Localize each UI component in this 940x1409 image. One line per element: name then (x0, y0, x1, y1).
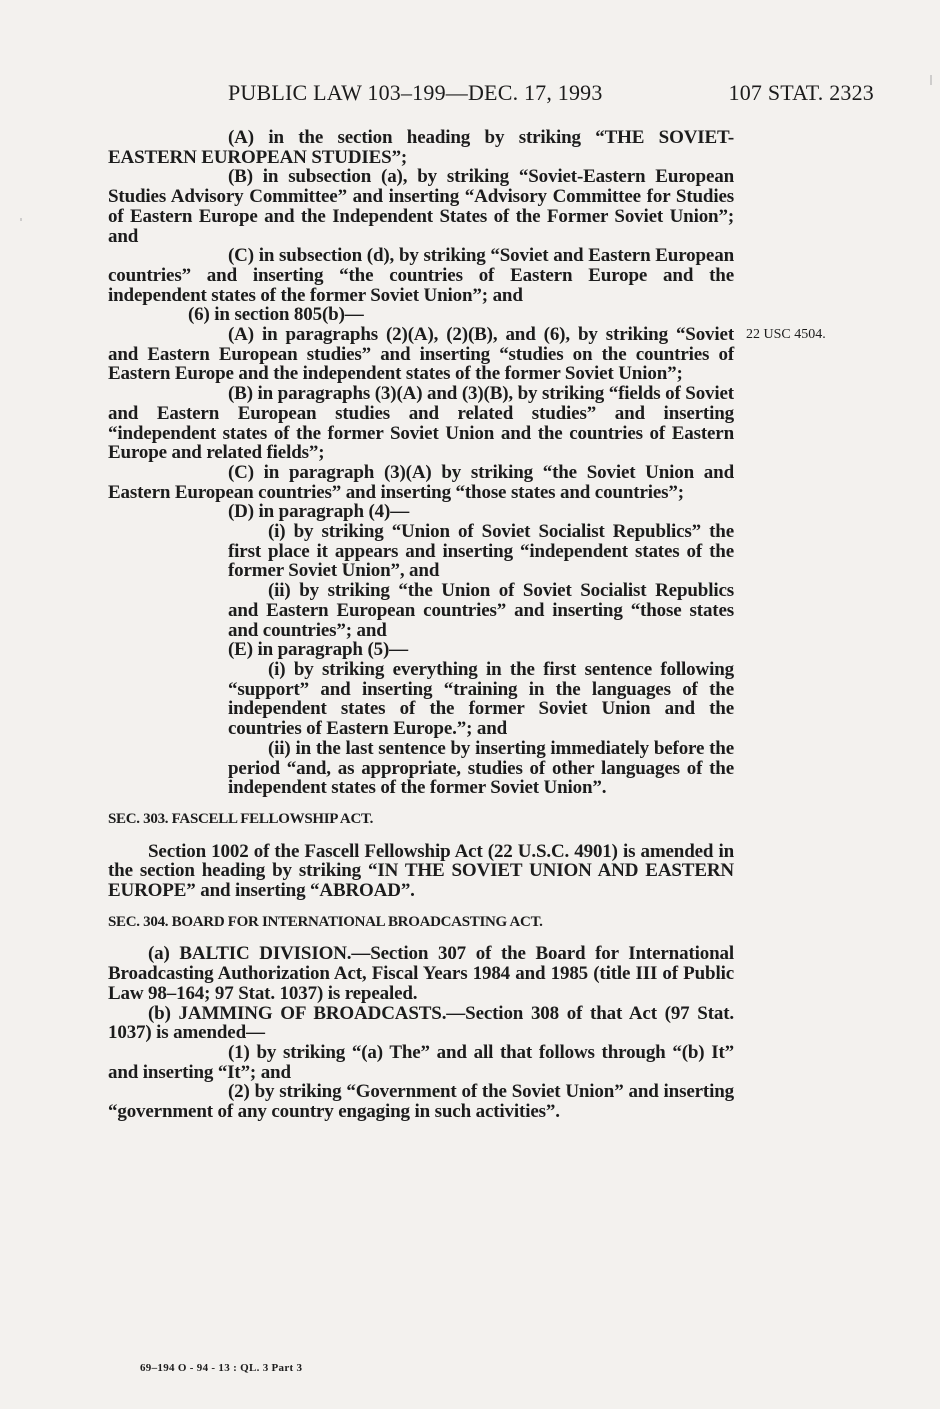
paragraph-5c: (C) in subsection (d), by striking “Soviet and Eastern European countries” and inserting “the countries of Eastern Europe and the independent states of the former Soviet Union”; and (108, 245, 734, 306)
section-304-a: (a) BALTIC DIVISION.—Section 307 of the Board for International Broadcasting Authorization Act, Fiscal Years 1984 and 1985 (title III of Public Law 98–164; 97 Stat. 1037) is repealed. (108, 943, 734, 1004)
paragraph-5a: (A) in the section heading by striking “THE SOVIET-EASTERN EUROPEAN STUDIES”; (108, 127, 734, 168)
document-body (108, 128, 734, 1122)
section-304-b: (b) JAMMING OF BROADCASTS.—Section 308 of that Act (97 Stat. 1037) is amended— (108, 1002, 734, 1044)
section-304-b2: (2) by striking “Government of the Soviet Union” and inserting “government of any country engaging in such activities”. (108, 1081, 734, 1123)
paragraph-6d-i: (i) by striking “Union of Soviet Socialist Republics” the first place it appears and inserting “independent states of the former Soviet Union”, and (228, 521, 734, 582)
section-303-text: Section 1002 of the Fascell Fellowship Act (22 U.S.C. 4901) is amended in the section heading by striking “IN THE SOVIET UNION AND EASTERN EUROPE” and inserting “ABROAD”. (108, 840, 734, 902)
paragraph-6d: (D) in paragraph (4)— (228, 501, 410, 523)
paragraph-6d-ii: (ii) by striking “the Union of Soviet Socialist Republics and Eastern European countries” and inserting “those states and countries”; and (228, 580, 734, 641)
scan-speck (930, 75, 932, 85)
header-law-citation: PUBLIC LAW 103–199—DEC. 17, 1993 (228, 80, 603, 105)
section-heading-303: SEC. 303. FASCELL FELLOWSHIP ACT. (108, 810, 374, 827)
running-header (228, 80, 874, 110)
paragraph-6b: (B) in paragraphs (3)(A) and (3)(B), by striking “fields of Soviet and Eastern European studies and related studies” and inserting “independent states of the former Soviet Union and the countries of Eastern Europe and related fields”; (108, 383, 734, 464)
paragraph-6c: (C) in paragraph (3)(A) by striking “the Soviet Union and Eastern European countries” and inserting “those states and countries”; (108, 461, 734, 503)
printing-footer: 69–194 O - 94 - 13 : QL. 3 Part 3 (140, 1362, 303, 1374)
paragraph-6e-ii: (ii) in the last sentence by inserting immediately before the period “and, as appropriate, studies of other languages of the independent states of the former Soviet Union”. (228, 737, 734, 799)
header-stat-page: 107 STAT. 2323 (728, 80, 874, 105)
paragraph-6e: (E) in paragraph (5)— (228, 639, 408, 661)
section-heading-304: SEC. 304. BOARD FOR INTERNATIONAL BROADCASTING ACT. (108, 913, 543, 930)
paragraph-5b: (B) in subsection (a), by striking “Soviet-Eastern European Studies Advisory Committee” and inserting “Advisory Committee for Studies of Eastern Europe and the Independent States of the Former Soviet Union”; and (108, 166, 734, 247)
paragraph-6e-i: (i) by striking everything in the first sentence following “support” and inserting “training in the languages of the independent states of the former Soviet Union and the countries of Eastern Europe.”; and (228, 658, 734, 740)
scan-speck (20, 218, 22, 221)
paragraph-6: (6) in section 805(b)— (188, 304, 364, 326)
section-304-b1: (1) by striking “(a) The” and all that follows through “(b) It” and inserting “It”; and (108, 1041, 734, 1083)
paragraph-6a: (A) in paragraphs (2)(A), (2)(B), and (6), by striking “Soviet and Eastern European studies” and inserting “studies on the countries of Eastern Europe and the independent states of the former Soviet Union”; (108, 324, 734, 385)
margin-note-citation: 22 USC 4504. (746, 327, 826, 342)
